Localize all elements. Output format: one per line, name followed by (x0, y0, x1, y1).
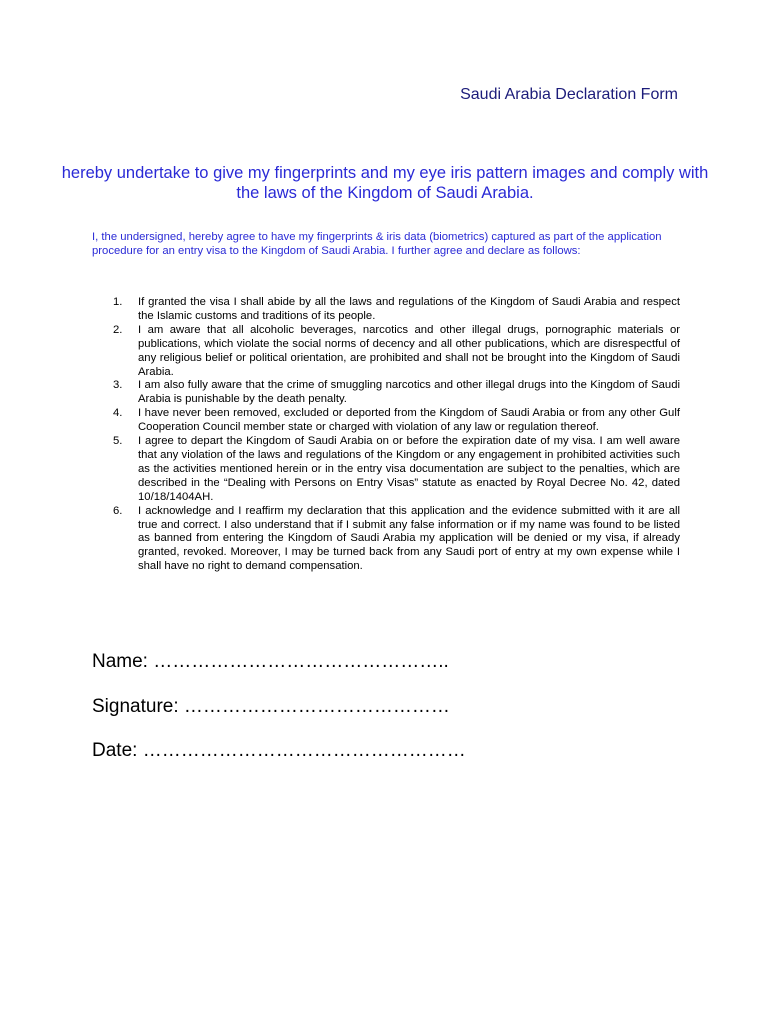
clause-item (92, 505, 680, 575)
clause-text: I acknowledge and I reaffirm my declaration that this application and the evidence submitted with it are all true and correct. I also understand that if I submit any false information or if my name was found to be listed as banned from entering the Kingdom of Saudi Arabia my application will be denied or my visa, if already granted, revoked. Moreover, I may be turned back from any Saudi port of entry at my own expense while I shall have no right to demand compensation. (138, 504, 680, 573)
clause-number: 1. (113, 296, 123, 308)
clause-text: If granted the visa I shall abide by all the laws and regulations of the Kingdom of Saudi Arabia and respect the Islamic customs and traditions of its people. (138, 296, 680, 322)
document-title: Saudi Arabia Declaration Form (460, 86, 678, 103)
clause-number: 4. (113, 407, 123, 420)
clause-number: 3. (113, 379, 123, 392)
clause-item (92, 435, 680, 505)
clause-item (92, 407, 680, 435)
clause-text: I agree to depart the Kingdom of Saudi Arabia on or before the expiration date of my visa. I am well aware that any violation of the laws and regulations of the Kingdom or any engagement in prohibited activities such as the activities mentioned herein or in the entry visa documentation are subject to the penalties, which are described in the “Dealing with Persons on Entry Visas” statute as enacted by Royal Decree No. 42, dated 10/18/1404AH. (138, 435, 680, 503)
clause-text: I am aware that all alcoholic beverages, narcotics and other illegal drugs, pornographic materials or publications, which violate the social norms of decency and all other publications, which are disrespectful of any religious belief or political orientation, are prohibited and shall not be brought into the Kingdom of Saudi Arabia. (138, 323, 680, 378)
intro-paragraph: I, the undersigned, hereby agree to have my fingerprints & iris data (biometrics) captured as part of the application procedure for an entry visa to the Kingdom of Saudi Arabia. I further agree and declare as follows: (92, 231, 662, 257)
clause-item (92, 379, 680, 407)
clause-item (92, 324, 680, 380)
date-field[interactable]: Date: …………………………………………… (92, 740, 466, 761)
clause-number: 5. (113, 435, 123, 448)
clause-item (92, 296, 680, 324)
name-field[interactable]: Name: ……………………………………….. (92, 651, 449, 672)
signature-field[interactable]: Signature: …………………………………… (92, 696, 450, 717)
clause-text: I have never been removed, excluded or deported from the Kingdom of Saudi Arabia or from any other Gulf Cooperation Council member state or charged with violation of any law or regulation thereof. (138, 407, 680, 434)
declaration-clauses (92, 296, 680, 574)
clause-number: 2. (113, 323, 123, 336)
undertaking-headline: hereby undertake to give my fingerprints and my eye iris pattern images and comply with the laws of the Kingdom of Saudi Arabia. (61, 164, 709, 202)
clause-text: I am also fully aware that the crime of smuggling narcotics and other illegal drugs into the Kingdom of Saudi Arabia is punishable by the death penalty. (138, 379, 680, 406)
clause-number: 6. (113, 504, 123, 517)
